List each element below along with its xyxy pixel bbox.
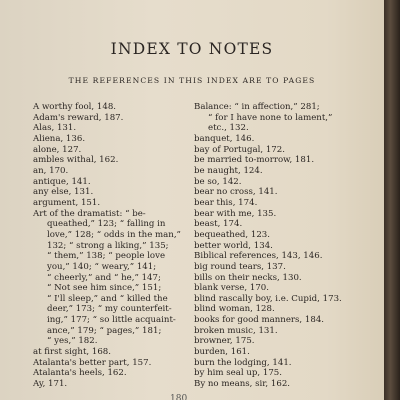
- index-entry: By no means, sir, 162.: [194, 379, 291, 390]
- index-entry: blank verse, 170.: [194, 283, 269, 294]
- index-entry: Atalanta's better part, 157.: [33, 357, 152, 368]
- index-entry: queathed,” 123; “ falling in: [47, 219, 166, 230]
- index-entry: big round tears, 137.: [194, 261, 286, 272]
- index-entry: any else, 131.: [33, 187, 94, 198]
- index-entry: alone, 127.: [33, 144, 82, 155]
- index-entry: deer,” 173; “ my counterfeit-: [47, 304, 172, 315]
- index-entry: bequeathed, 123.: [194, 229, 271, 240]
- index-entry: by him seal up, 175.: [194, 368, 282, 379]
- index-entry: at first sight, 168.: [33, 347, 111, 358]
- index-entry: Alas, 131.: [33, 123, 77, 134]
- index-entry: love,” 128; “ odds in the man,”: [47, 229, 181, 240]
- index-entry: beast, 174.: [194, 219, 243, 230]
- index-entry: you,” 140; “ weary,” 141;: [47, 261, 157, 272]
- index-entry: Aliena, 136.: [33, 133, 86, 144]
- book-spine-edge: [384, 0, 400, 400]
- index-entry: Art of the dramatist: “ be-: [33, 208, 146, 219]
- index-entry: blind woman, 128.: [194, 304, 275, 315]
- index-entry: ing,” 177; “ so little acquaint-: [47, 315, 176, 326]
- index-entry: bills on their necks, 130.: [194, 272, 302, 283]
- page-subtitle: THE REFERENCES IN THIS INDEX ARE TO PAGES: [68, 76, 316, 85]
- index-entry: banquet, 146.: [194, 133, 255, 144]
- index-entry: burden, 161.: [194, 347, 250, 358]
- index-entry: bay of Portugal, 172.: [194, 144, 285, 155]
- index-entry: “ cheerly,” and “ he,” 147;: [47, 272, 161, 283]
- index-column-left: [33, 102, 185, 390]
- index-entry: “ them,” 138; “ people love: [47, 251, 166, 262]
- index-entry: “ I'll sleep,” and “ killed the: [47, 293, 168, 304]
- index-entry: be married to-morrow, 181.: [194, 155, 315, 166]
- index-entry: an, 170.: [33, 165, 69, 176]
- index-entry: argument, 151.: [33, 197, 101, 208]
- index-entry: bear with me, 135.: [194, 208, 277, 219]
- index-entry: antique, 141.: [33, 176, 91, 187]
- index-entry: ambles withal, 162.: [33, 155, 119, 166]
- index-entry: Atalanta's heels, 162.: [33, 368, 127, 379]
- index-entry: blind rascally boy, i.e. Cupid, 173.: [194, 293, 342, 304]
- index-entry: Biblical references, 143, 146.: [194, 251, 323, 262]
- index-entry: A worthy fool, 148.: [33, 102, 117, 112]
- index-entry: Adam's reward, 187.: [33, 112, 124, 123]
- page-number: 180: [170, 394, 188, 400]
- index-entry: be so, 142.: [194, 176, 242, 187]
- index-entry: be naught, 124.: [194, 165, 263, 176]
- index-entry: burn the lodging, 141.: [194, 357, 292, 368]
- index-entry: ance,” 179; “ pages,” 181;: [47, 325, 162, 336]
- page-title: INDEX TO NOTES: [110, 40, 274, 58]
- index-entry: “ for I have none to lament,”: [208, 112, 333, 123]
- index-entry: Ay, 171.: [33, 379, 68, 390]
- index-entry: Balance: “ in affection,” 281;: [194, 102, 320, 112]
- index-entry: “ yes,” 182.: [47, 336, 98, 347]
- index-entry: etc., 132.: [208, 123, 249, 134]
- index-entry: browner, 175.: [194, 336, 255, 347]
- index-entry: bear this, 174.: [194, 197, 258, 208]
- index-column-right: [194, 102, 354, 390]
- index-entry: better world, 134.: [194, 240, 273, 251]
- index-entry: “ Not see him since,” 151;: [47, 283, 162, 294]
- index-entry: broken music, 131.: [194, 325, 278, 336]
- index-entry: bear no cross, 141.: [194, 187, 278, 198]
- index-entry: 132; “ strong a liking,” 135;: [47, 240, 169, 251]
- index-entry: books for good manners, 184.: [194, 315, 325, 326]
